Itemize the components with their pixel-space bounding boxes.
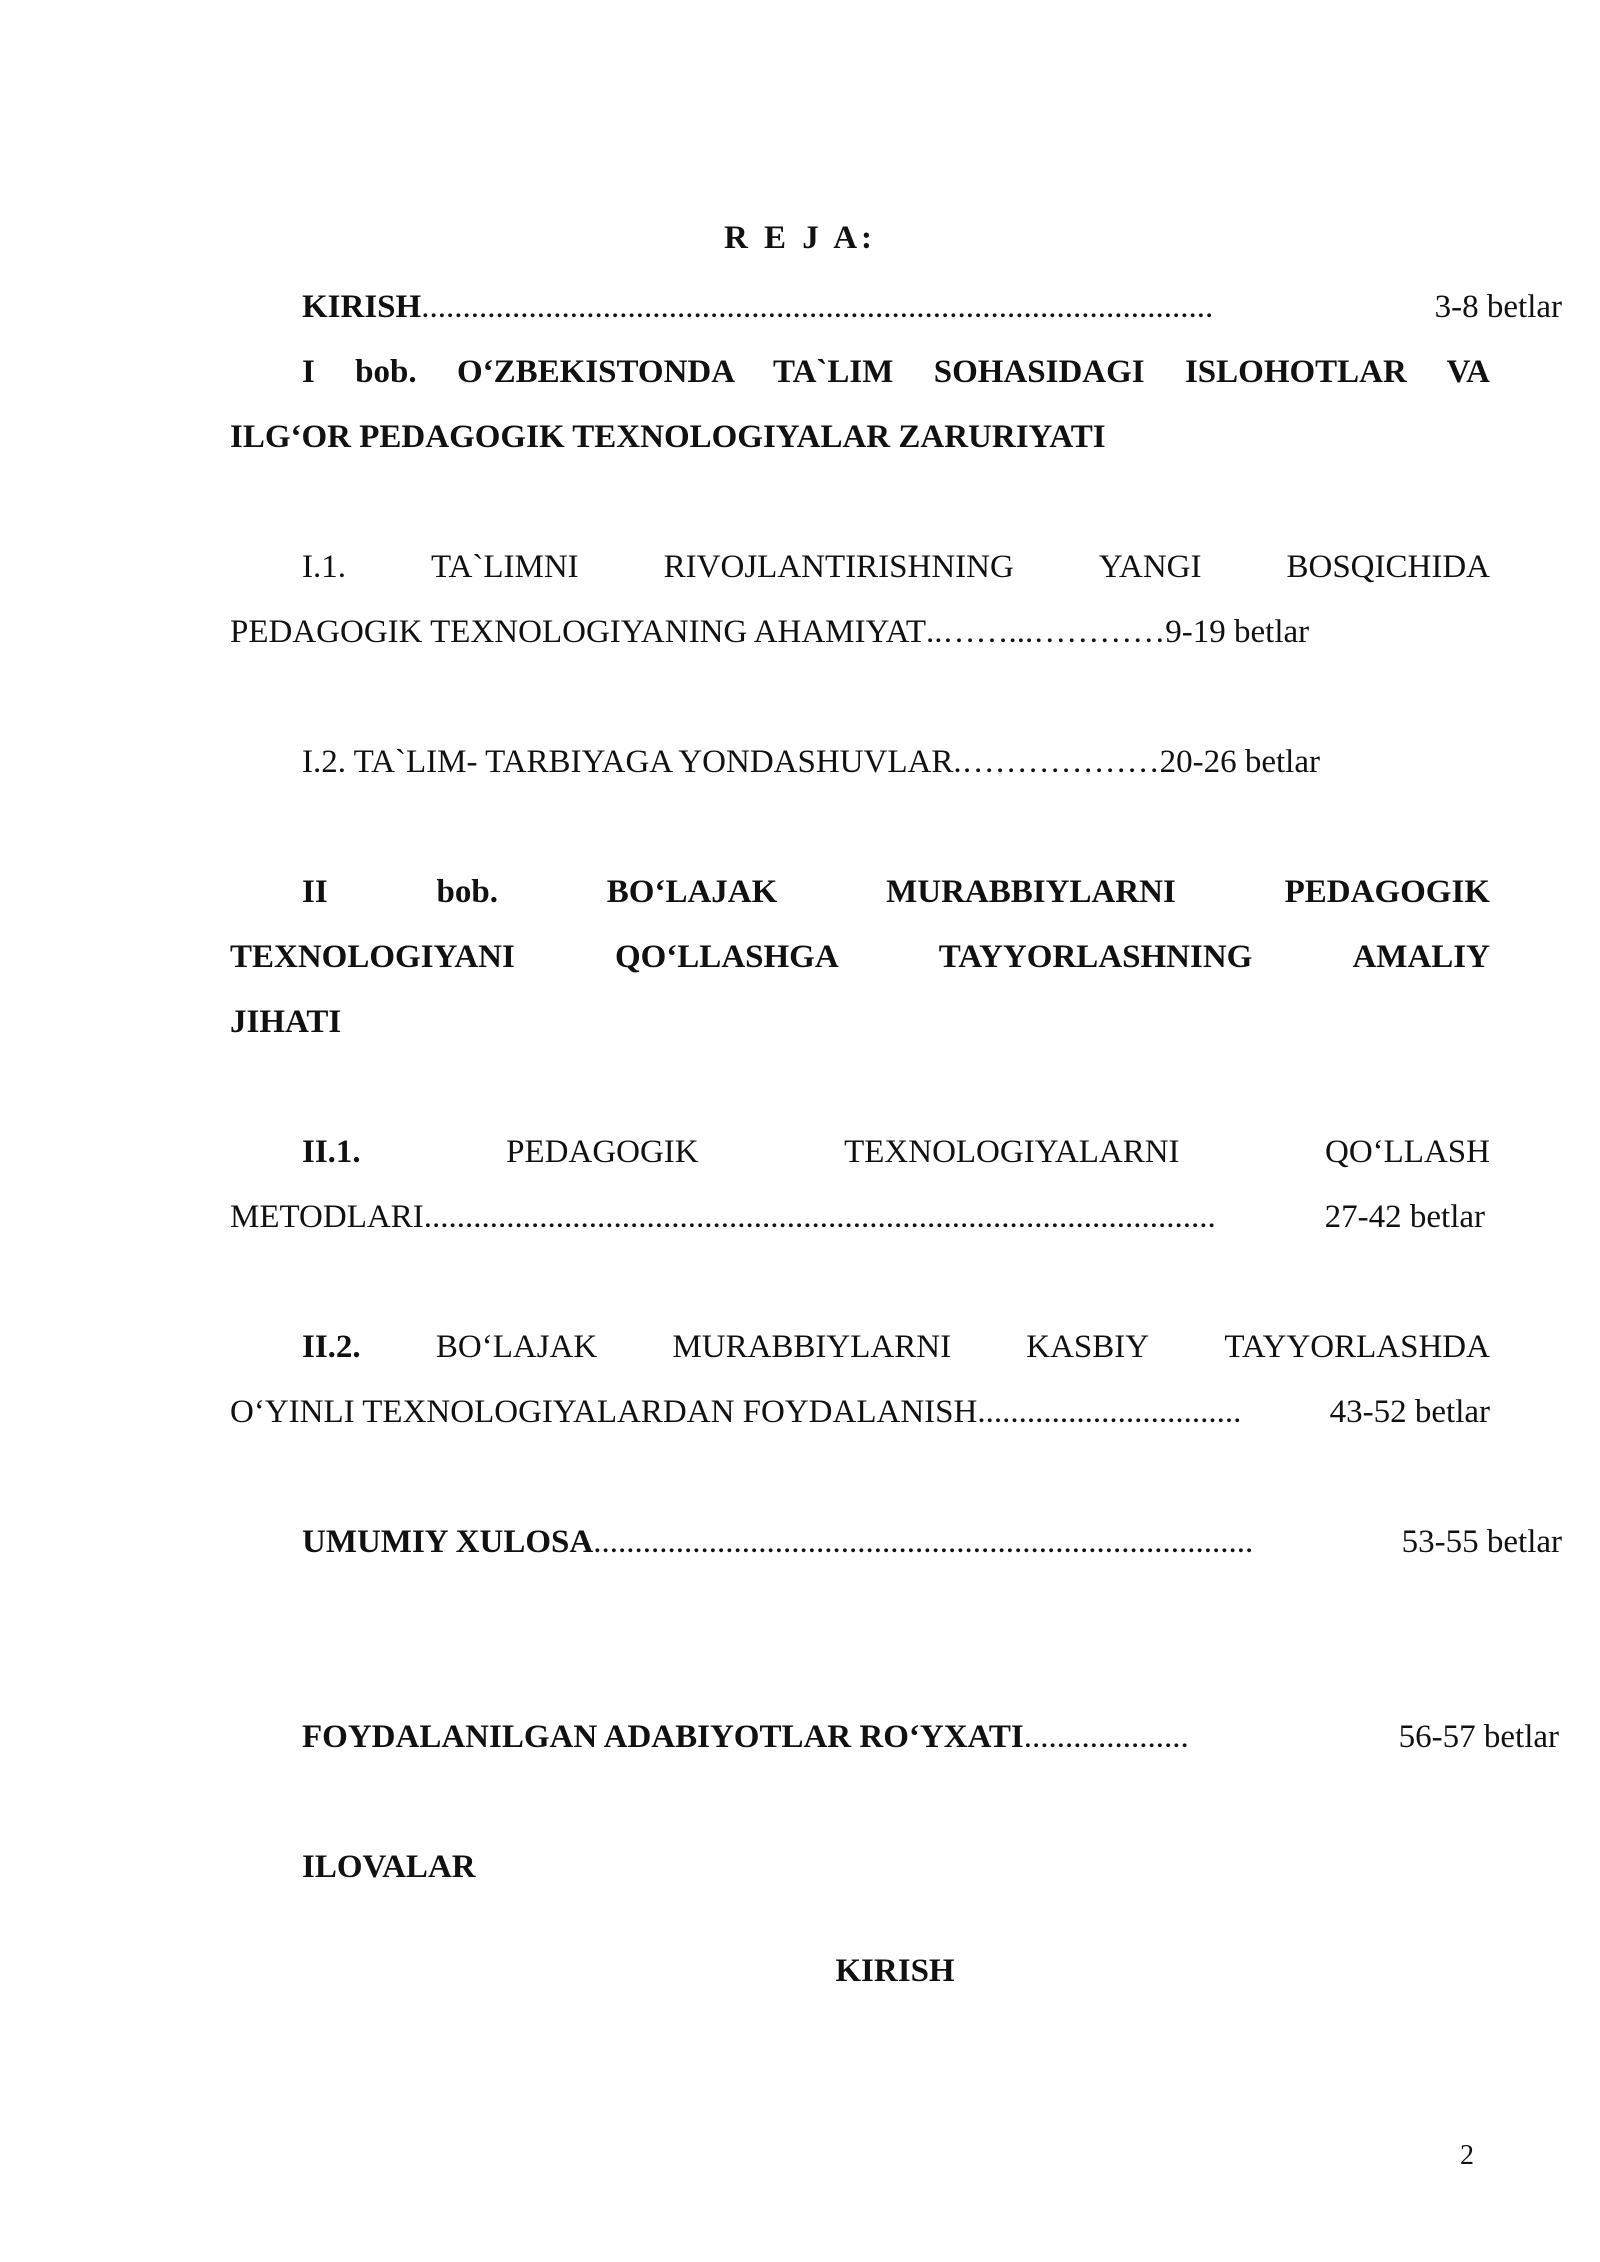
- toc-chapter-1: [230, 340, 1490, 470]
- toc-ch2-word: PEDAGOGIK: [1284, 874, 1490, 910]
- toc-chapter-1-line2: ILG‘OR PEDAGOGIK TEXNOLOGIYALAR ZARURIYATI: [230, 419, 1106, 455]
- toc-kirish-label: KIRISH: [302, 289, 422, 325]
- toc-s22-dots: ................................: [977, 1394, 1242, 1430]
- toc-s22-word: TAYYORLASHDA: [1224, 1329, 1490, 1365]
- toc-ch2-word: BO‘LAJAK: [606, 874, 778, 910]
- toc-section-1-1-line2: [230, 600, 1480, 665]
- toc-section-2-1-line1: [230, 1120, 1490, 1185]
- toc-s21-pages: 27-42 betlar: [1324, 1199, 1485, 1235]
- toc-ch2-word: QO‘LLASHGA: [614, 939, 839, 975]
- toc-ch2-word: TEXNOLOGIYANI: [230, 939, 515, 975]
- toc-s11-pages: 9-19 betlar: [1165, 614, 1310, 650]
- toc-s21-word: PEDAGOGIK: [506, 1134, 699, 1170]
- toc-s12-label: I.2. TA`LIM- TARBIYAGA YONDASHUVLAR: [302, 744, 954, 780]
- toc-s21-dots: ................................................................................................: [423, 1199, 1216, 1235]
- toc-section-1-1: [230, 535, 1490, 665]
- toc-s22-pages: 43-52 betlar: [1329, 1394, 1490, 1430]
- toc-ch2-word: bob.: [436, 874, 498, 910]
- toc-s21-line2: METODLARI: [230, 1199, 424, 1235]
- toc-section-2-1: [230, 1120, 1490, 1250]
- toc-entry-xulosa: [230, 1510, 1562, 1575]
- toc-s11-word: YANGI: [1098, 549, 1202, 585]
- toc-s11-word: BOSQICHIDA: [1286, 549, 1490, 585]
- toc-s22-line2: O‘YINLI TEXNOLOGIYALARDAN FOYDALANISH: [230, 1394, 978, 1430]
- toc-chapter-2-line1: [230, 860, 1490, 925]
- toc-s11-word: I.1.: [302, 549, 346, 585]
- toc-s21-word: TEXNOLOGIYALARNI: [844, 1134, 1180, 1170]
- toc-section-2-2-line1: [230, 1315, 1490, 1380]
- toc-chapter-2: [230, 860, 1490, 1055]
- toc-ch2-word: TAYYORLASHNING: [938, 939, 1253, 975]
- toc-adabiyot-dots: ....................: [1023, 1719, 1189, 1755]
- toc-s22-word: BO‘LAJAK: [435, 1329, 598, 1365]
- page-title: R E J A:: [723, 220, 877, 256]
- toc-s12-pages: 20-26 betlar: [1159, 744, 1320, 780]
- toc-entry-ilovalar: ILOVALAR: [302, 1849, 476, 1885]
- toc-section-2-2-line2: [230, 1380, 1490, 1445]
- toc-s11-word: RIVOJLANTIRISHNING: [663, 549, 1014, 585]
- toc-xulosa-dots: ................................................................................: [593, 1524, 1254, 1560]
- toc-section-1-1-line1: [230, 535, 1490, 600]
- toc-section-2-1-line2: [230, 1185, 1485, 1250]
- toc-entry-kirish: [230, 275, 1562, 340]
- toc-section-1-2: [230, 730, 1562, 795]
- toc-adabiyot-pages: 56-57 betlar: [1398, 1719, 1559, 1755]
- toc-s21-word: QO‘LLASH: [1325, 1134, 1490, 1170]
- toc-ch2-word: AMALIY: [1352, 939, 1490, 975]
- toc-s22-word: MURABBIYLARNI: [672, 1329, 952, 1365]
- toc-kirish-dots: ................................................................................................: [421, 289, 1214, 325]
- toc-chapter-2-line2: [230, 925, 1490, 990]
- toc-xulosa-label: UMUMIY XULOSA: [302, 1524, 594, 1560]
- toc-chapter-1-line1: I bob. O‘ZBEKISTONDA TA`LIM SOHASIDAGI ISLOHOTLAR VA: [302, 354, 1490, 390]
- toc-section-2-2: [230, 1315, 1490, 1445]
- toc-adabiyot-label: FOYDALANILGAN ADABIYOTLAR RO‘YXATI: [302, 1719, 1024, 1755]
- section-heading-kirish: KIRISH: [835, 1953, 955, 1989]
- toc-s11-word: TA`LIMNI: [431, 549, 579, 585]
- toc-ch2-word: II: [302, 874, 328, 910]
- toc-ch2-word: MURABBIYLARNI: [886, 874, 1176, 910]
- page-number: 2: [1460, 2140, 1474, 2171]
- toc-xulosa-pages: 53-55 betlar: [1401, 1524, 1562, 1560]
- toc-chapter-2-line3: JIHATI: [230, 1004, 342, 1040]
- toc-s12-dots: .………………: [953, 744, 1160, 780]
- toc-entry-adabiyot: [230, 1705, 1559, 1770]
- toc-s22-word: KASBIY: [1026, 1329, 1150, 1365]
- toc-s22-num: II.2.: [302, 1329, 361, 1365]
- toc-s21-num: II.1.: [302, 1134, 361, 1170]
- toc-s11-line2: PEDAGOGIK TEXNOLOGIYANING AHAMIYAT: [230, 614, 927, 650]
- toc-kirish-pages: 3-8 betlar: [1434, 289, 1562, 325]
- toc-s11-dots: ..……...…………: [926, 614, 1166, 650]
